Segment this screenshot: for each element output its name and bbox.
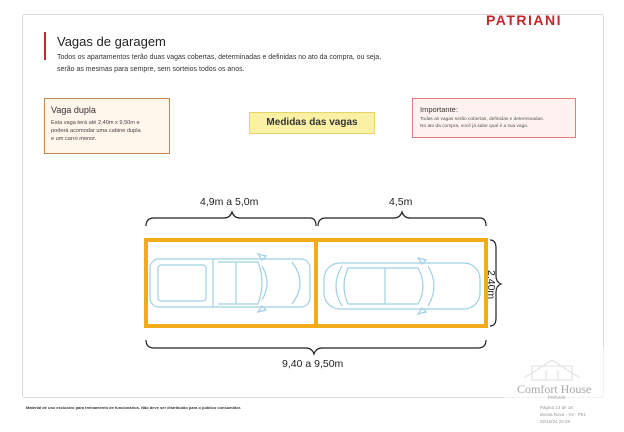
importante-line-2: No ato da compra, você já sabe qual é a sua vaga. xyxy=(420,123,529,129)
intro-line-2: serão as mesmas para sempre, sem sorteios todos os anos. xyxy=(57,66,245,73)
total-length-label: 9,40 a 9,50m xyxy=(282,358,344,370)
pickup-truck-icon xyxy=(150,254,310,312)
page-location: Bossa Nova - V2 - P01 xyxy=(540,412,586,417)
vaga-dupla-line-1: Esta vaga terá até 2,40m x 9,50m e xyxy=(51,120,140,126)
small-car-icon xyxy=(324,258,480,314)
medidas-label: Medidas das vagas xyxy=(249,112,375,134)
vaga-dupla-title: Vaga dupla xyxy=(51,105,96,115)
left-brace xyxy=(146,212,316,226)
page-info xyxy=(540,404,586,425)
page-title: Vagas de garagem xyxy=(57,34,166,49)
importante-title: Importante: xyxy=(420,105,458,114)
page-number: Página 14 de 18 xyxy=(540,405,573,410)
right-length-label: 4,5m xyxy=(389,196,413,208)
left-length-label: 4,9m a 5,0m xyxy=(200,196,259,208)
brand-logo: PATRIANI xyxy=(486,12,563,28)
width-label: 2,40m xyxy=(485,270,497,300)
page-code: 02/10/24 20:48 xyxy=(540,419,571,424)
vaga-dupla-line-2: poderá acomodar uma cabine dupla xyxy=(51,128,141,134)
right-brace xyxy=(318,212,486,226)
footer-disclaimer: Material de uso exclusivo para treinamento de funcionários. Não deve ser distribuído para o público consumidor. xyxy=(26,405,242,410)
intro-line-1: Todos os apartamentos terão duas vagas cobertas, determinadas e definidas no ato da compra, ou seja, xyxy=(57,54,382,61)
bottom-brace xyxy=(146,340,486,354)
watermark-sub: Imóveis xyxy=(548,395,566,401)
watermark-name: Comfort House xyxy=(517,382,592,396)
importante-line-1: Todas as vagas serão cobertas, definidas e determinadas. xyxy=(420,117,544,122)
side-brace xyxy=(490,240,501,326)
vaga-dupla-line-3: e um carro menor. xyxy=(51,136,97,142)
